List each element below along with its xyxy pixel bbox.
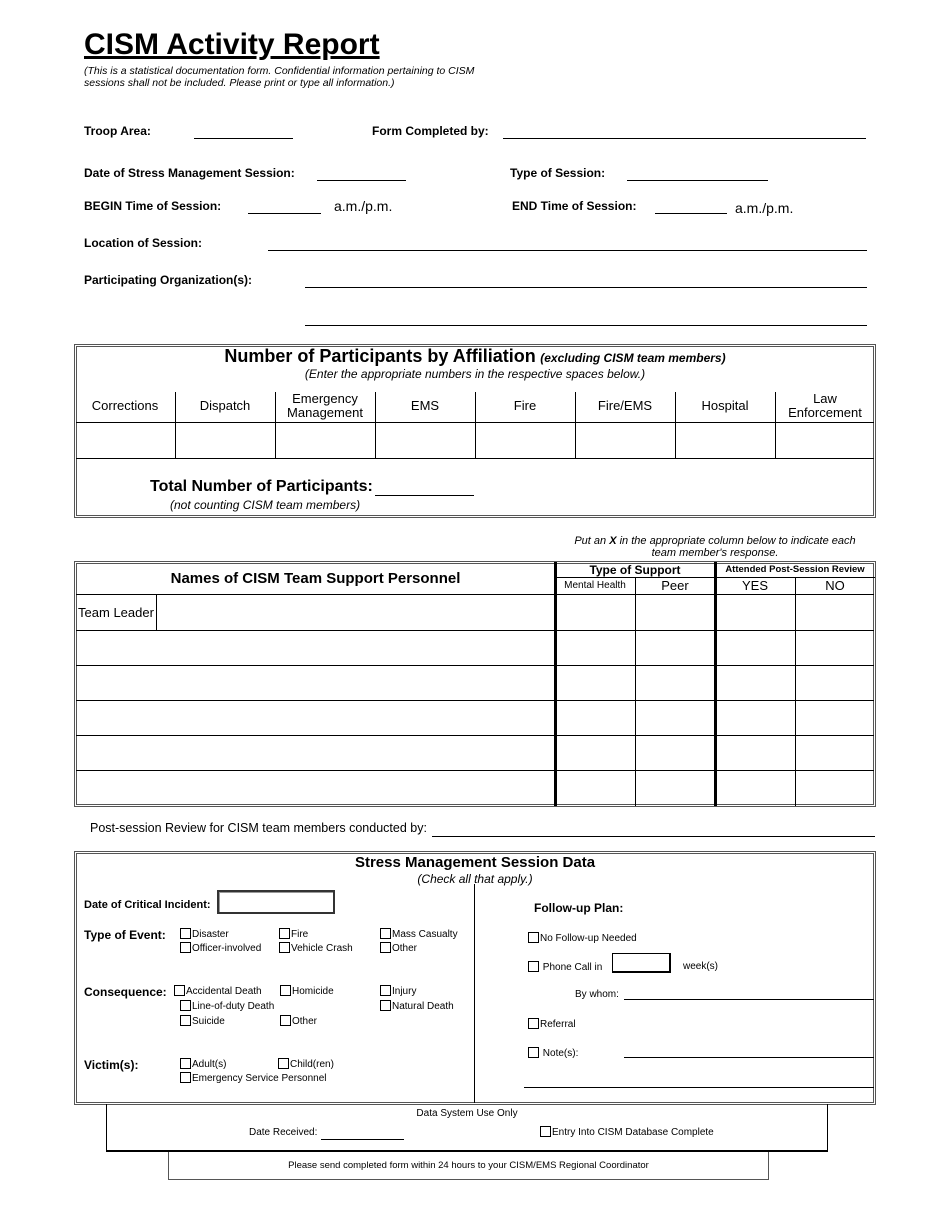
team-leader-label: Team Leader (78, 604, 154, 620)
notes-field[interactable] (624, 1057, 874, 1058)
instructions-line-1: (This is a statistical documentation form. Confidential information pertaining to CISM (84, 65, 475, 77)
mental-health-header: Mental Health (564, 580, 626, 591)
checkbox-icon (180, 1072, 191, 1083)
checkbox-icon (174, 985, 185, 996)
checkbox-icon (180, 1000, 191, 1011)
date-incident-field[interactable] (217, 890, 335, 914)
option-label: Fire (291, 929, 309, 940)
phone-call-weeks-field[interactable] (612, 953, 671, 973)
option-label: Other (292, 1016, 318, 1027)
session-title: Stress Management Session Data (354, 854, 596, 871)
session-date-field[interactable] (317, 180, 406, 181)
divider (76, 458, 874, 459)
participants-title: Number of Participants by Affiliation (224, 346, 536, 366)
option-label: Officer-involved (192, 943, 262, 954)
event-vehicle-crash-checkbox[interactable] (279, 942, 353, 954)
event-mass-casualty-checkbox[interactable] (380, 928, 458, 940)
personnel-name-field[interactable] (76, 701, 554, 735)
checkbox-icon (540, 1126, 551, 1137)
instruction-text: team member's response. (651, 547, 779, 559)
yes-header: YES (741, 578, 768, 593)
column-header: Hospital (701, 398, 749, 413)
event-other-checkbox[interactable] (380, 942, 417, 954)
review-label: Post-session Review for CISM team members conducted by: (90, 821, 427, 835)
participant-count-field[interactable] (175, 423, 275, 458)
type-support-header: Type of Support (589, 563, 681, 577)
option-label: Vehicle Crash (291, 943, 353, 954)
divider (175, 392, 176, 458)
date-incident-label: Date of Critical Incident: (84, 899, 211, 911)
location-label: Location of Session: (84, 236, 203, 250)
participant-count-field[interactable] (375, 423, 475, 458)
peer-header: Peer (661, 578, 689, 593)
participant-count-field[interactable] (75, 423, 175, 458)
form-instructions (84, 65, 474, 89)
checkbox-icon (180, 1015, 191, 1026)
by-whom-field[interactable] (624, 999, 874, 1000)
begin-time-label: BEGIN Time of Session: (84, 199, 222, 213)
option-label: Suicide (192, 1016, 225, 1027)
weeks-label: week(s) (683, 961, 719, 972)
end-ampm: a.m./p.m. (735, 200, 794, 216)
end-time-label: END Time of Session: (512, 199, 637, 213)
victim-esp-checkbox[interactable] (180, 1072, 327, 1084)
divider (275, 392, 276, 458)
instruction-x: X (609, 535, 617, 547)
checkbox-icon (528, 1047, 539, 1058)
instruction-text: Put an (574, 535, 610, 547)
notes-checkbox[interactable] (528, 1047, 578, 1059)
victim-children-checkbox[interactable] (278, 1058, 334, 1070)
divider (475, 392, 476, 458)
option-label: Natural Death (392, 1001, 454, 1012)
option-label: Child(ren) (290, 1059, 334, 1070)
victim-adults-checkbox[interactable] (180, 1058, 226, 1070)
option-label: Other (392, 943, 418, 954)
consequence-accidental-death-checkbox[interactable] (174, 985, 262, 997)
divider (675, 392, 676, 458)
total-participants-field[interactable] (375, 495, 474, 496)
checkbox-icon (278, 1058, 289, 1069)
consequence-other-checkbox[interactable] (280, 1015, 317, 1027)
session-date-label: Date of Stress Management Session: (84, 166, 295, 180)
option-label: Note(s): (542, 1048, 579, 1059)
checkbox-icon (279, 928, 290, 939)
option-label: Disaster (192, 929, 229, 940)
participating-org-field-2[interactable] (305, 325, 867, 326)
checkbox-icon (380, 1000, 391, 1011)
option-label: Phone Call in (542, 962, 603, 973)
option-label: Accidental Death (186, 986, 262, 997)
participant-count-field[interactable] (675, 423, 775, 458)
begin-time-field[interactable] (248, 213, 321, 214)
total-participants-label: Total Number of Participants: (150, 478, 373, 495)
participants-heading (74, 346, 876, 381)
personnel-name-field[interactable] (76, 666, 554, 700)
session-subtitle: (Check all that apply.) (417, 872, 533, 886)
participants-subtitle: (Enter the appropriate numbers in the respective spaces below.) (304, 367, 646, 381)
type-event-label: Type of Event: (84, 928, 166, 942)
divider (795, 578, 796, 806)
checkbox-icon (279, 942, 290, 953)
checkbox-icon (280, 985, 291, 996)
checkbox-icon (380, 942, 391, 953)
column-header: EMS (410, 398, 440, 413)
option-label: Homicide (292, 986, 334, 997)
option-label: No Follow-up Needed (540, 933, 637, 944)
option-label: Referral (540, 1019, 576, 1030)
attended-review-header: Attended Post-Session Review (725, 564, 865, 575)
event-fire-checkbox[interactable] (279, 928, 308, 940)
column-header: Emergency Management (287, 391, 363, 420)
checkbox-icon (180, 1058, 191, 1069)
form-completed-by-label: Form Completed by: (372, 124, 489, 138)
victims-label: Victim(s): (84, 1058, 139, 1072)
followup-label: Follow-up Plan: (534, 901, 624, 915)
by-whom-label: By whom: (575, 989, 619, 1000)
date-received-label: Date Received: (249, 1127, 318, 1138)
instruction-text: in the appropriate column below to indicate each (616, 535, 856, 547)
checkbox-icon (180, 928, 191, 939)
participating-org-label: Participating Organization(s): (84, 273, 253, 287)
participant-count-field[interactable] (275, 423, 375, 458)
referral-checkbox[interactable] (528, 1018, 576, 1030)
personnel-instructions (560, 535, 870, 559)
instructions-line-2: sessions shall not be included. Please print or type all information.) (84, 77, 395, 89)
divider (775, 392, 776, 458)
participating-org-field[interactable] (305, 287, 867, 288)
option-label: Line-of-duty Death (192, 1001, 275, 1012)
personnel-name-field[interactable] (76, 771, 554, 805)
participant-count-field[interactable] (575, 423, 675, 458)
date-received-field[interactable] (321, 1139, 404, 1140)
divider (474, 884, 475, 1103)
no-header: NO (825, 578, 845, 593)
divider (635, 578, 636, 806)
event-disaster-checkbox[interactable] (180, 928, 229, 940)
option-label: Injury (392, 986, 417, 997)
divider (375, 392, 376, 458)
troop-area-field[interactable] (194, 138, 293, 139)
location-field[interactable] (268, 250, 867, 251)
column-header: Dispatch (199, 398, 251, 413)
column-header: Corrections (91, 398, 159, 413)
personnel-name-field[interactable] (157, 595, 554, 629)
option-label: Entry Into CISM Database Complete (552, 1127, 714, 1138)
checkbox-icon (180, 942, 191, 953)
session-type-field[interactable] (627, 180, 768, 181)
data-system-title: Data System Use Only (416, 1108, 518, 1119)
participant-count-field[interactable] (475, 423, 575, 458)
checkbox-icon (380, 985, 391, 996)
column-header: Fire/EMS (597, 398, 653, 413)
troop-area-label: Troop Area: (84, 124, 151, 138)
column-header: Law Enforcement (788, 391, 862, 420)
end-time-field[interactable] (655, 213, 727, 214)
option-label: Emergency Service Personnel (192, 1073, 327, 1084)
footer-note: Please send completed form within 24 hours to your CISM/EMS Regional Coordinator (168, 1152, 769, 1180)
personnel-name-field[interactable] (76, 736, 554, 770)
form-completed-by-field[interactable] (503, 138, 866, 139)
consequence-suicide-checkbox[interactable] (180, 1015, 225, 1027)
participants-title-note: (excluding CISM team members) (540, 351, 726, 365)
phone-call-checkbox[interactable] (528, 961, 602, 973)
consequence-label: Consequence: (84, 985, 167, 999)
checkbox-icon (528, 961, 539, 972)
option-label: Mass Casualty (392, 929, 458, 940)
begin-ampm: a.m./p.m. (334, 198, 393, 214)
checkbox-icon (528, 932, 539, 943)
notes-field-2[interactable] (524, 1087, 874, 1088)
event-officer-involved-checkbox[interactable] (180, 942, 261, 954)
column-header: Fire (513, 398, 537, 413)
checkbox-icon (380, 928, 391, 939)
no-followup-checkbox[interactable] (528, 932, 637, 944)
divider (575, 392, 576, 458)
personnel-name-field[interactable] (76, 631, 554, 665)
consequence-injury-checkbox[interactable] (380, 985, 416, 997)
entry-complete-checkbox[interactable] (540, 1126, 714, 1138)
participant-count-field[interactable] (775, 423, 875, 458)
review-conducted-by-field[interactable] (432, 836, 875, 837)
checkbox-icon (280, 1015, 291, 1026)
consequence-line-of-duty-checkbox[interactable] (180, 1000, 274, 1012)
checkbox-icon (528, 1018, 539, 1029)
option-label: Adult(s) (192, 1059, 227, 1070)
page-title: CISM Activity Report (84, 28, 380, 61)
total-participants-note: (not counting CISM team members) (170, 498, 361, 512)
consequence-natural-death-checkbox[interactable] (380, 1000, 454, 1012)
consequence-homicide-checkbox[interactable] (280, 985, 334, 997)
names-header: Names of CISM Team Support Personnel (170, 569, 461, 587)
session-type-label: Type of Session: (510, 166, 606, 180)
